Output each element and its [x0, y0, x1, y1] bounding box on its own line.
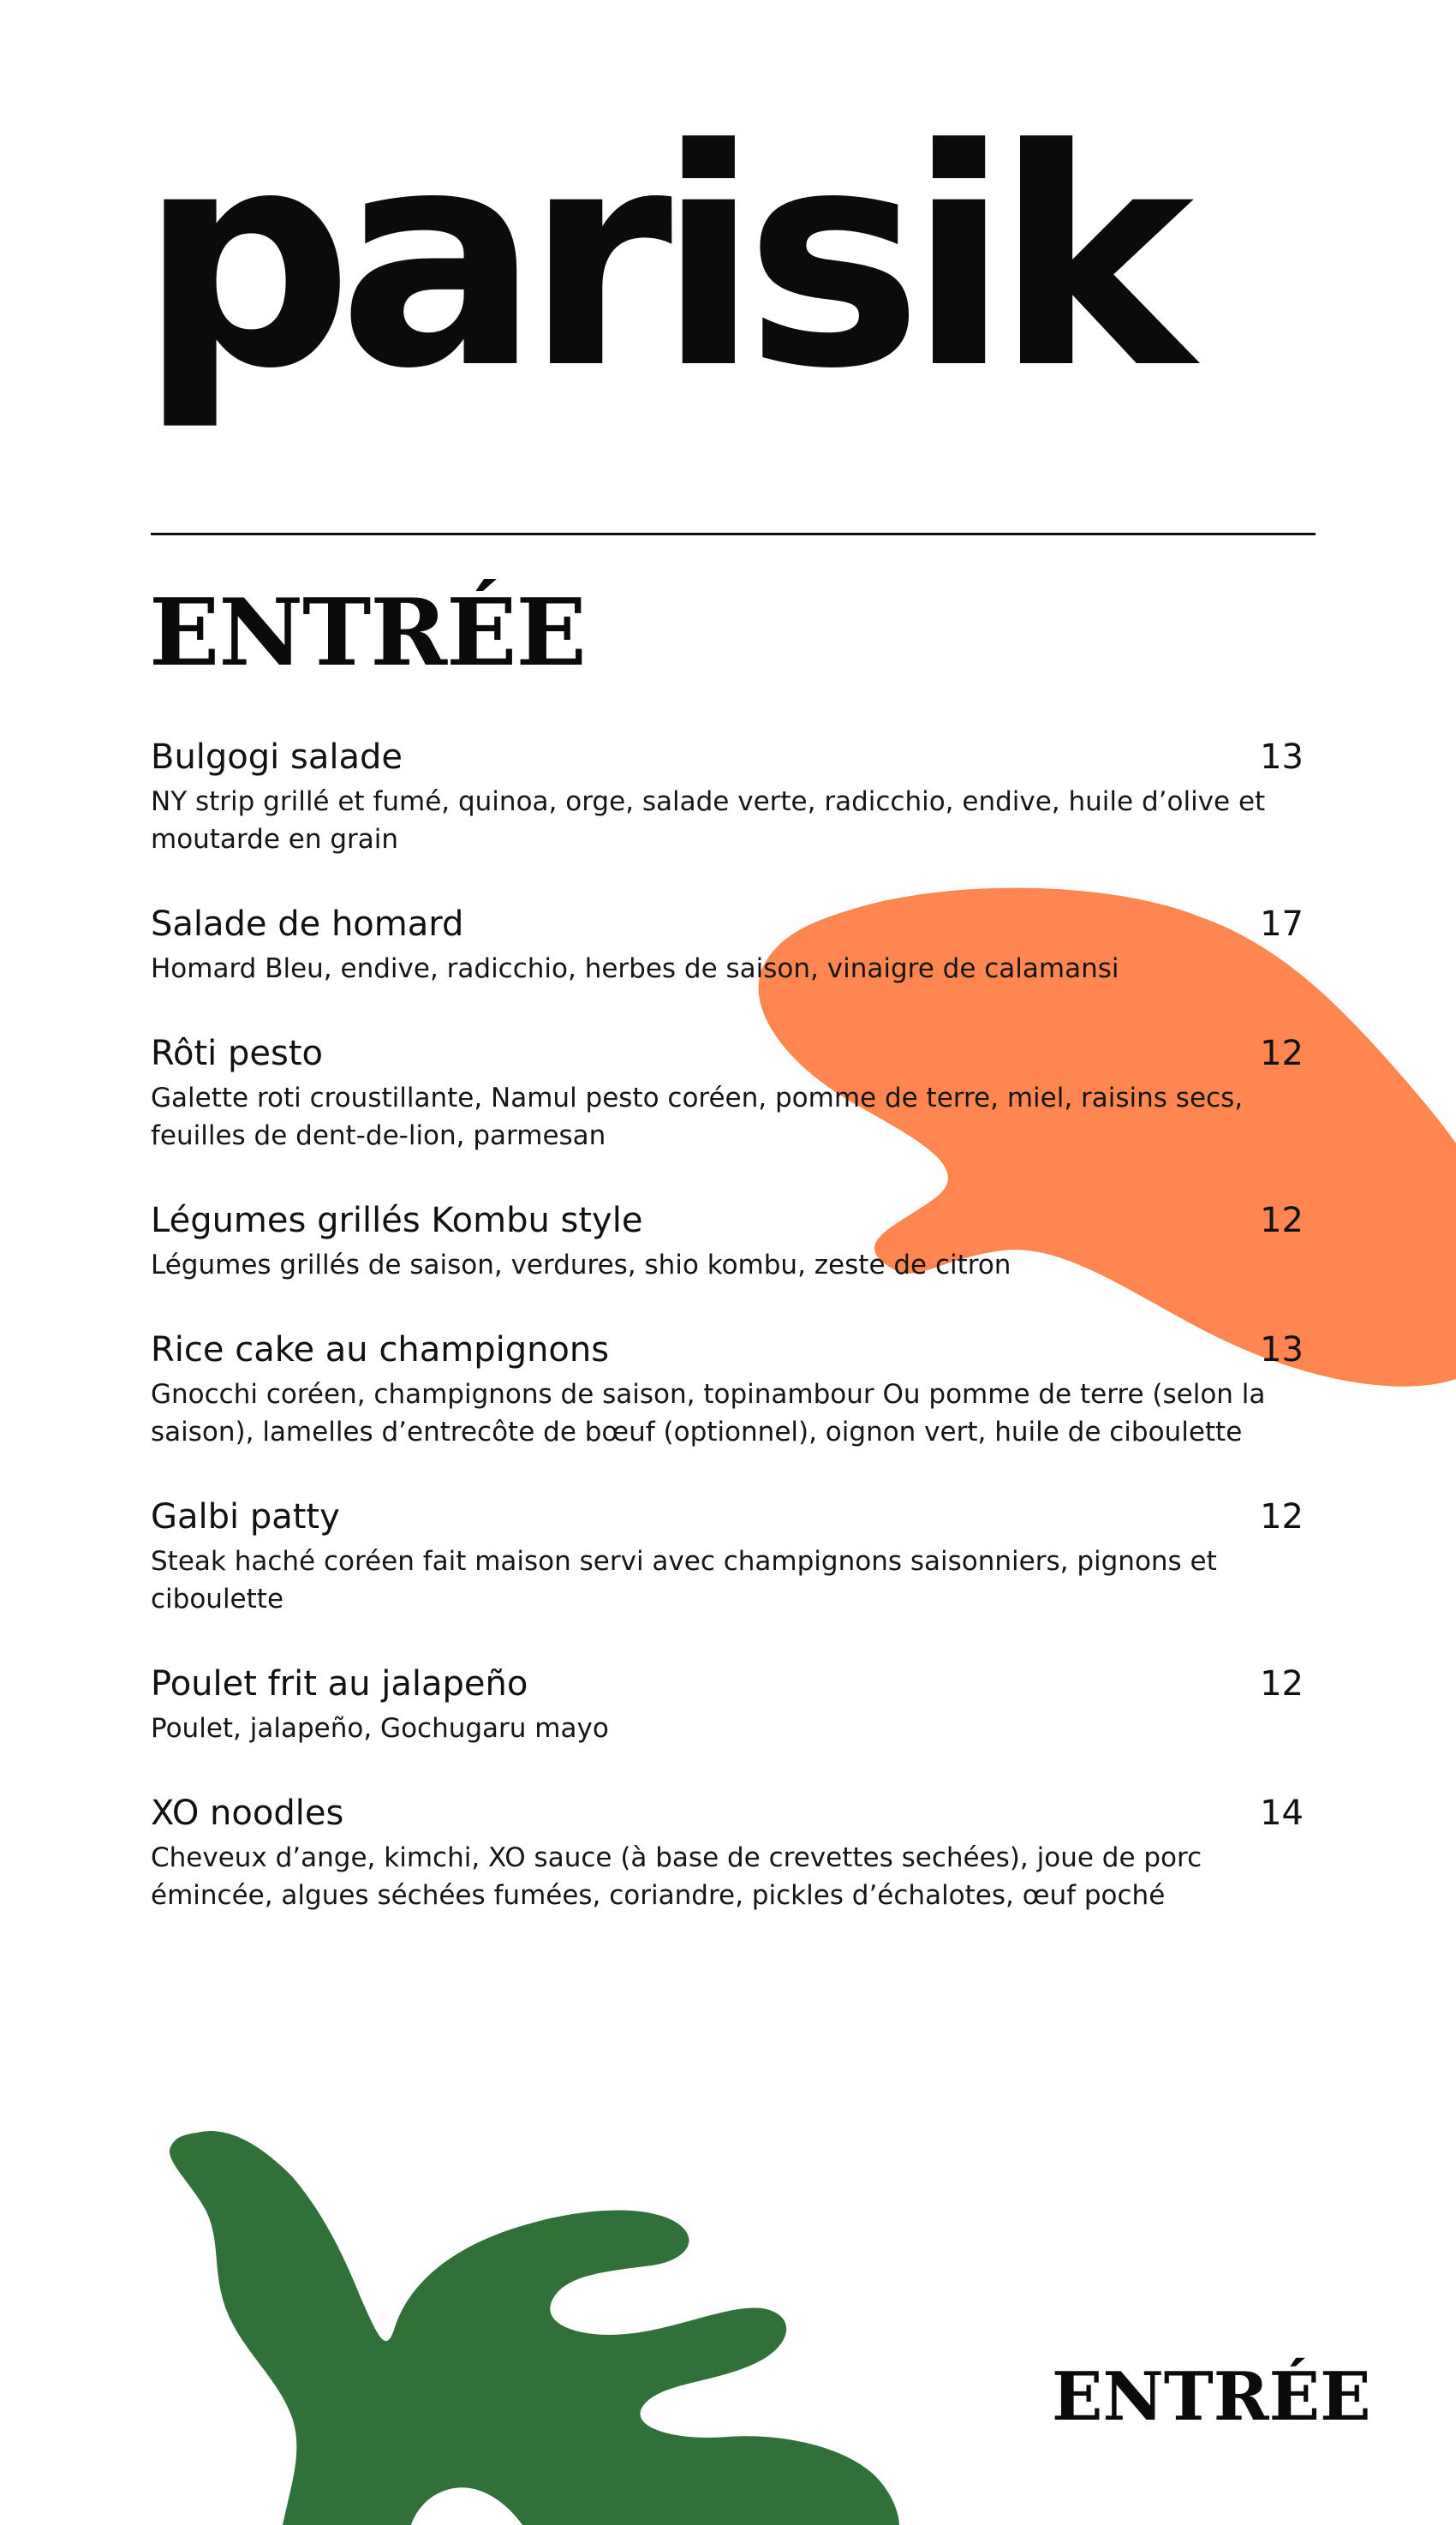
menu-item-price: 13: [1260, 737, 1304, 777]
menu-item: [151, 735, 1304, 858]
menu-item-name: XO noodles: [151, 1794, 344, 1833]
menu-item-price: 12: [1260, 1201, 1304, 1240]
menu-item-name: Rice cake au champignons: [151, 1330, 610, 1370]
menu-item: [151, 1495, 1304, 1618]
menu-item-header: [151, 1198, 1304, 1243]
menu-item-header: [151, 1662, 1304, 1706]
menu-item-name: Galbi patty: [151, 1497, 340, 1537]
menu-item: [151, 902, 1304, 988]
brand-logo: parisik: [139, 85, 1179, 434]
menu-item-description: Steak haché coréen fait maison servi avec champignons saisonniers, pignons et ciboulette: [151, 1546, 1217, 1615]
menu-item-name: Bulgogi salade: [151, 737, 403, 777]
menu-item-header: [151, 1791, 1304, 1836]
menu-item-description: Poulet, jalapeño, Gochugaru mayo: [151, 1713, 609, 1744]
menu-item-header: [151, 902, 1304, 946]
green-seaweed-decoration: [163, 2124, 916, 2525]
menu-list: [151, 735, 1304, 1958]
menu-item-name: Légumes grillés Kombu style: [151, 1201, 643, 1240]
menu-item-header: [151, 1328, 1304, 1372]
menu-item-header: [151, 735, 1304, 779]
menu-item: [151, 1662, 1304, 1747]
menu-item: [151, 1031, 1304, 1155]
menu-item-price: 17: [1260, 904, 1304, 944]
footer-title: ENTRÉE: [1052, 2358, 1371, 2436]
menu-item-description: Galette roti croustillante, Namul pesto coréen, pomme de terre, miel, raisins secs, feuilles de dent-de-lion, parmesan: [151, 1083, 1244, 1151]
menu-item: [151, 1791, 1304, 1914]
menu-item: [151, 1198, 1304, 1284]
menu-item-header: [151, 1031, 1304, 1076]
menu-item-price: 14: [1260, 1794, 1304, 1833]
menu-item-description: NY strip grillé et fumé, quinoa, orge, salade verte, radicchio, endive, huile d’olive et moutarde en grain: [151, 786, 1266, 855]
menu-item-header: [151, 1495, 1304, 1539]
menu-item: [151, 1328, 1304, 1451]
menu-item-description: Gnocchi coréen, champignons de saison, topinambour Ou pomme de terre (selon la saison), lamelles d’entrecôte de bœuf (optionnel), oignon vert, huile de ciboulette: [151, 1379, 1266, 1448]
header-divider: [151, 533, 1316, 535]
menu-item-price: 13: [1260, 1330, 1304, 1370]
menu-item-description: Homard Bleu, endive, radicchio, herbes de saison, vinaigre de calamansi: [151, 953, 1119, 984]
menu-item-price: 12: [1260, 1034, 1304, 1073]
menu-item-description: Cheveux d’ange, kimchi, XO sauce (à base de crevettes sechées), joue de porc émincée, algues séchées fumées, coriandre, pickles d’échalotes, œuf poché: [151, 1842, 1202, 1911]
menu-item-name: Rôti pesto: [151, 1034, 323, 1073]
menu-item-name: Salade de homard: [151, 904, 464, 944]
section-title: ENTRÉE: [149, 579, 586, 687]
menu-item-description: Légumes grillés de saison, verdures, shio kombu, zeste de citron: [151, 1250, 1011, 1280]
menu-item-price: 12: [1260, 1497, 1304, 1537]
menu-item-price: 12: [1260, 1664, 1304, 1704]
menu-item-name: Poulet frit au jalapeño: [151, 1664, 528, 1704]
